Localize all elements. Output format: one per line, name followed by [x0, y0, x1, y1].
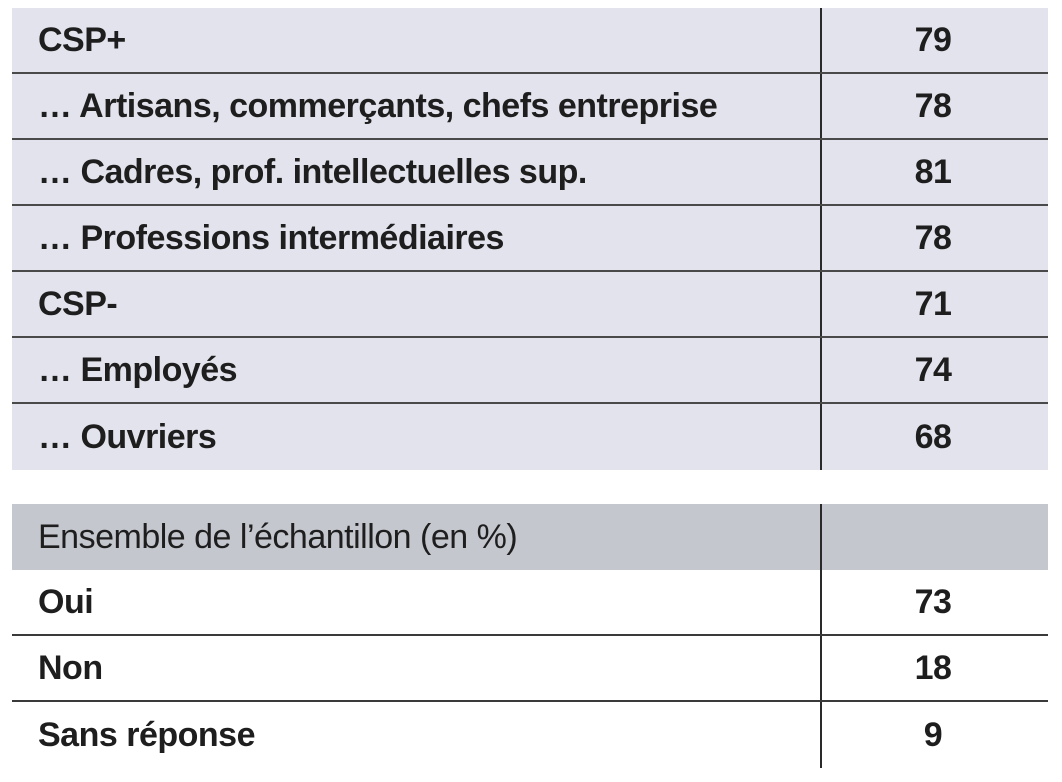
table-header-label: Ensemble de l’échantillon (en %): [38, 517, 518, 556]
row-label: … Ouvriers: [38, 417, 217, 456]
table-row: [12, 570, 1048, 636]
row-value: 9: [820, 702, 1048, 768]
row-value: 79: [820, 8, 1048, 72]
table-row: [12, 338, 1048, 404]
row-label: CSP+: [38, 20, 126, 59]
row-value: 71: [820, 272, 1048, 336]
row-value: 73: [820, 570, 1048, 634]
row-label: CSP-: [38, 284, 118, 323]
csp-results-table: [12, 8, 1048, 470]
row-value: 68: [820, 404, 1048, 470]
table-row: [12, 404, 1048, 470]
table-row: [12, 702, 1048, 768]
table-header-row: [12, 504, 1048, 570]
table-row: [12, 272, 1048, 338]
row-label: … Artisans, commerçants, chefs entreprise: [38, 86, 718, 125]
row-label: Oui: [38, 582, 94, 621]
table-row: [12, 140, 1048, 206]
row-value: 74: [820, 338, 1048, 402]
row-label: Sans réponse: [38, 715, 255, 754]
row-value: 18: [820, 636, 1048, 700]
row-label: … Professions intermédiaires: [38, 218, 504, 257]
row-label: … Employés: [38, 350, 238, 389]
overall-sample-table: [12, 504, 1048, 768]
row-value: 78: [820, 206, 1048, 270]
table-row: [12, 8, 1048, 74]
row-label: Non: [38, 648, 103, 687]
table-row: [12, 636, 1048, 702]
table-header-value: [820, 504, 1048, 570]
table-row: [12, 74, 1048, 140]
row-label: … Cadres, prof. intellectuelles sup.: [38, 152, 587, 191]
table-row: [12, 206, 1048, 272]
row-value: 81: [820, 140, 1048, 204]
row-value: 78: [820, 74, 1048, 138]
